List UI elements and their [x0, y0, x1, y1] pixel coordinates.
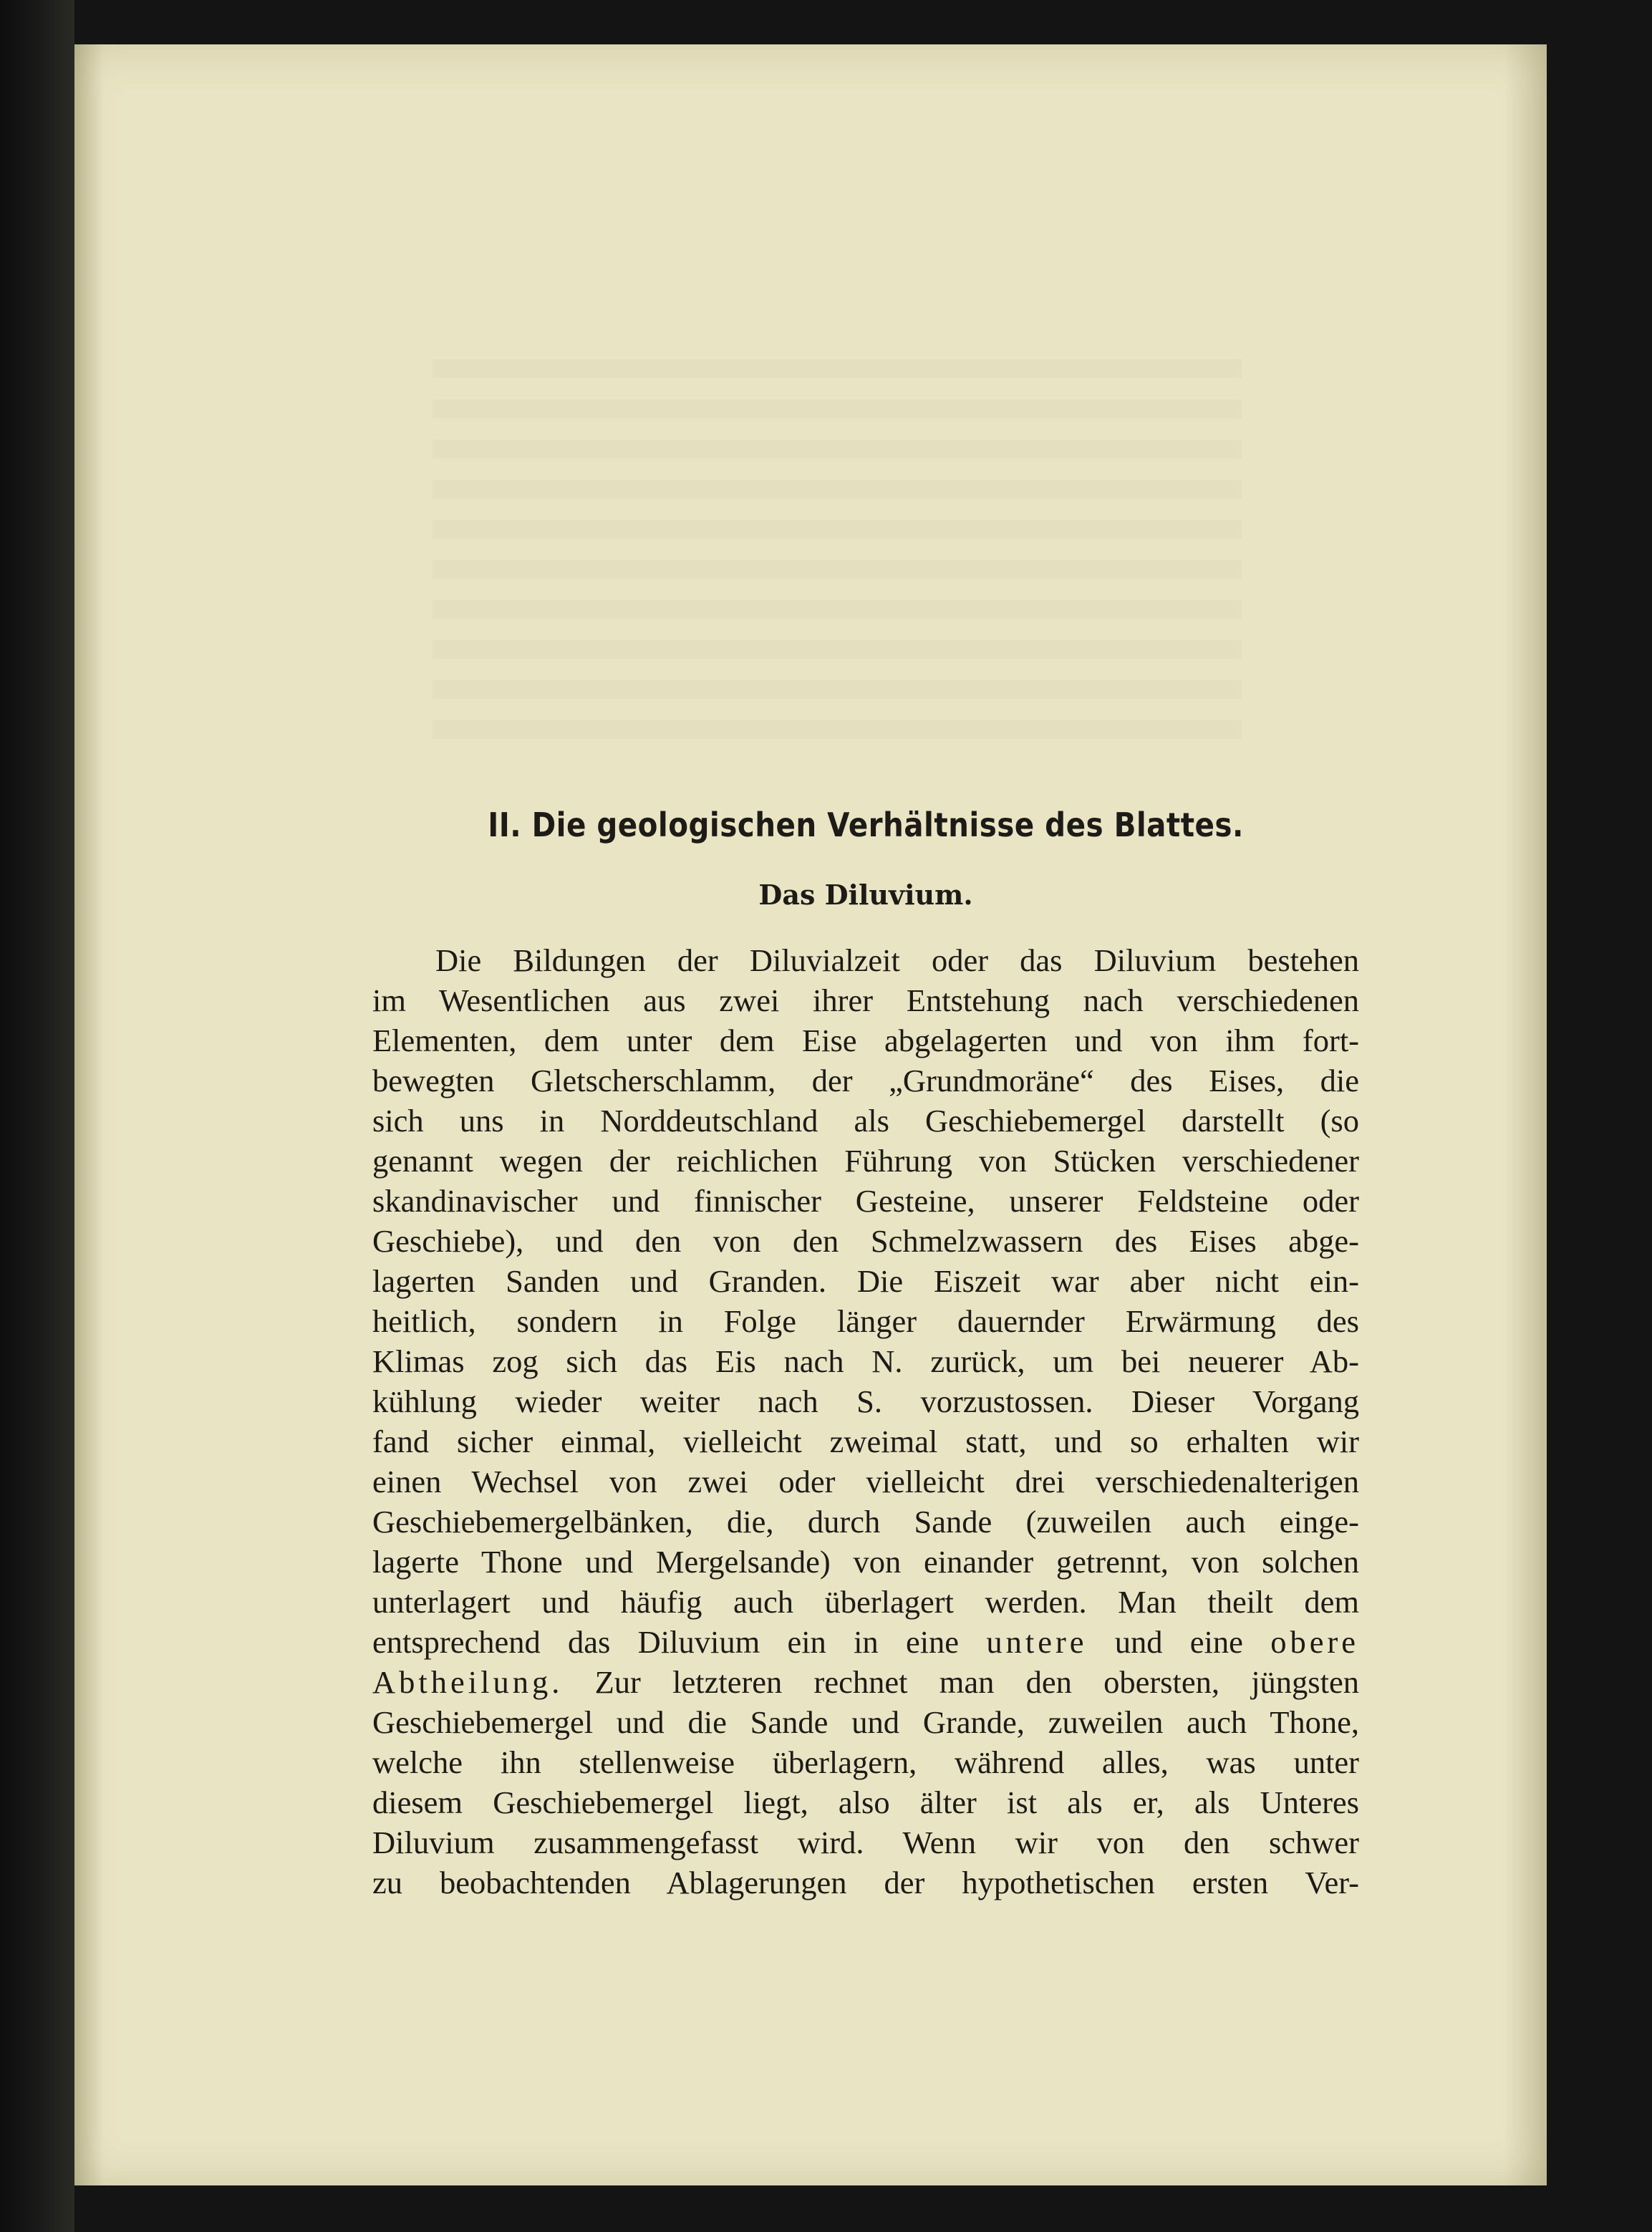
- text-line: lagerte Thone und Mergelsande) von einander getrennt, von solchen: [372, 1544, 1359, 1580]
- spaced-emphasis: untere: [986, 1624, 1088, 1660]
- text-line: zu beobachtenden Ablagerungen der hypothetischen ersten Ver-: [372, 1865, 1359, 1900]
- text-line: Die Bildungen der Diluvialzeit oder das Diluvium bestehen: [435, 942, 1359, 978]
- book-spine-edge: [0, 0, 74, 2232]
- text-line: unterlagert und häufig auch überlagert werden. Man theilt dem: [372, 1584, 1359, 1620]
- text-line: heitlich, sondern in Folge länger dauernder Erwärmung des: [372, 1303, 1359, 1339]
- text-segment: und eine: [1114, 1624, 1243, 1660]
- text-line: Klimas zog sich das Eis nach N. zurück, um bei neuerer Ab-: [372, 1343, 1359, 1379]
- text-line: im Wesentlichen aus zwei ihrer Entstehung nach verschiedenen: [372, 982, 1359, 1018]
- text-segment: Zur letzteren rechnet man den obersten, jüngsten: [594, 1664, 1359, 1700]
- show-through-bleed: [433, 359, 1242, 760]
- text-line: genannt wegen der reichlichen Führung von Stücken verschiedener: [372, 1143, 1359, 1179]
- text-line: Elementen, dem unter dem Eise abgelagerten und von ihm fort-: [372, 1023, 1359, 1058]
- text-line: fand sicher einmal, vielleicht zweimal statt, und so erhalten wir: [372, 1424, 1359, 1459]
- spaced-emphasis: obere: [1270, 1624, 1360, 1660]
- text-line: Geschiebemergelbänken, die, durch Sande (zuweilen auch einge-: [372, 1504, 1359, 1540]
- text-segment: entsprechend das Diluvium ein in eine: [372, 1624, 960, 1660]
- body-paragraph: [372, 940, 1359, 1903]
- chapter-title: II. Die geologischen Verhältnisse des Blattes.: [488, 806, 1244, 844]
- text-line: Geschiebemergel und die Sande und Grande, zuweilen auch Thone,: [372, 1704, 1359, 1740]
- book-page: [74, 44, 1547, 2185]
- text-line: skandinavischer und finnischer Gesteine, unserer Feldsteine oder: [372, 1183, 1359, 1219]
- text-line: lagerten Sanden und Granden. Die Eiszeit war aber nicht ein-: [372, 1263, 1359, 1299]
- text-line: Geschiebe), und den von den Schmelzwassern des Eises abge-: [372, 1223, 1359, 1259]
- text-line: sich uns in Norddeutschland als Geschiebemergel darstellt (so: [372, 1103, 1359, 1139]
- page-gutter-shadow: [74, 44, 103, 2185]
- section-title: Das Diluvium.: [758, 879, 973, 911]
- text-line: einen Wechsel von zwei oder vielleicht drei verschiedenalterigen: [372, 1464, 1359, 1499]
- text-line: diesem Geschiebemergel liegt, also älter ist als er, als Unteres: [372, 1784, 1359, 1820]
- page-content: [372, 800, 1359, 1903]
- text-line: [372, 1662, 1359, 1702]
- text-line: kühlung wieder weiter nach S. vorzustossen. Dieser Vorgang: [372, 1383, 1359, 1419]
- text-line: Diluvium zusammengefasst wird. Wenn wir von den schwer: [372, 1825, 1359, 1860]
- text-line: [372, 1622, 1359, 1662]
- page-edge-shadow: [1504, 44, 1547, 2185]
- spaced-emphasis: Abtheilung.: [372, 1664, 564, 1700]
- text-line: bewegten Gletscherschlamm, der „Grundmoräne“ des Eises, die: [372, 1063, 1359, 1098]
- text-line: welche ihn stellenweise überlagern, während alles, was unter: [372, 1744, 1359, 1780]
